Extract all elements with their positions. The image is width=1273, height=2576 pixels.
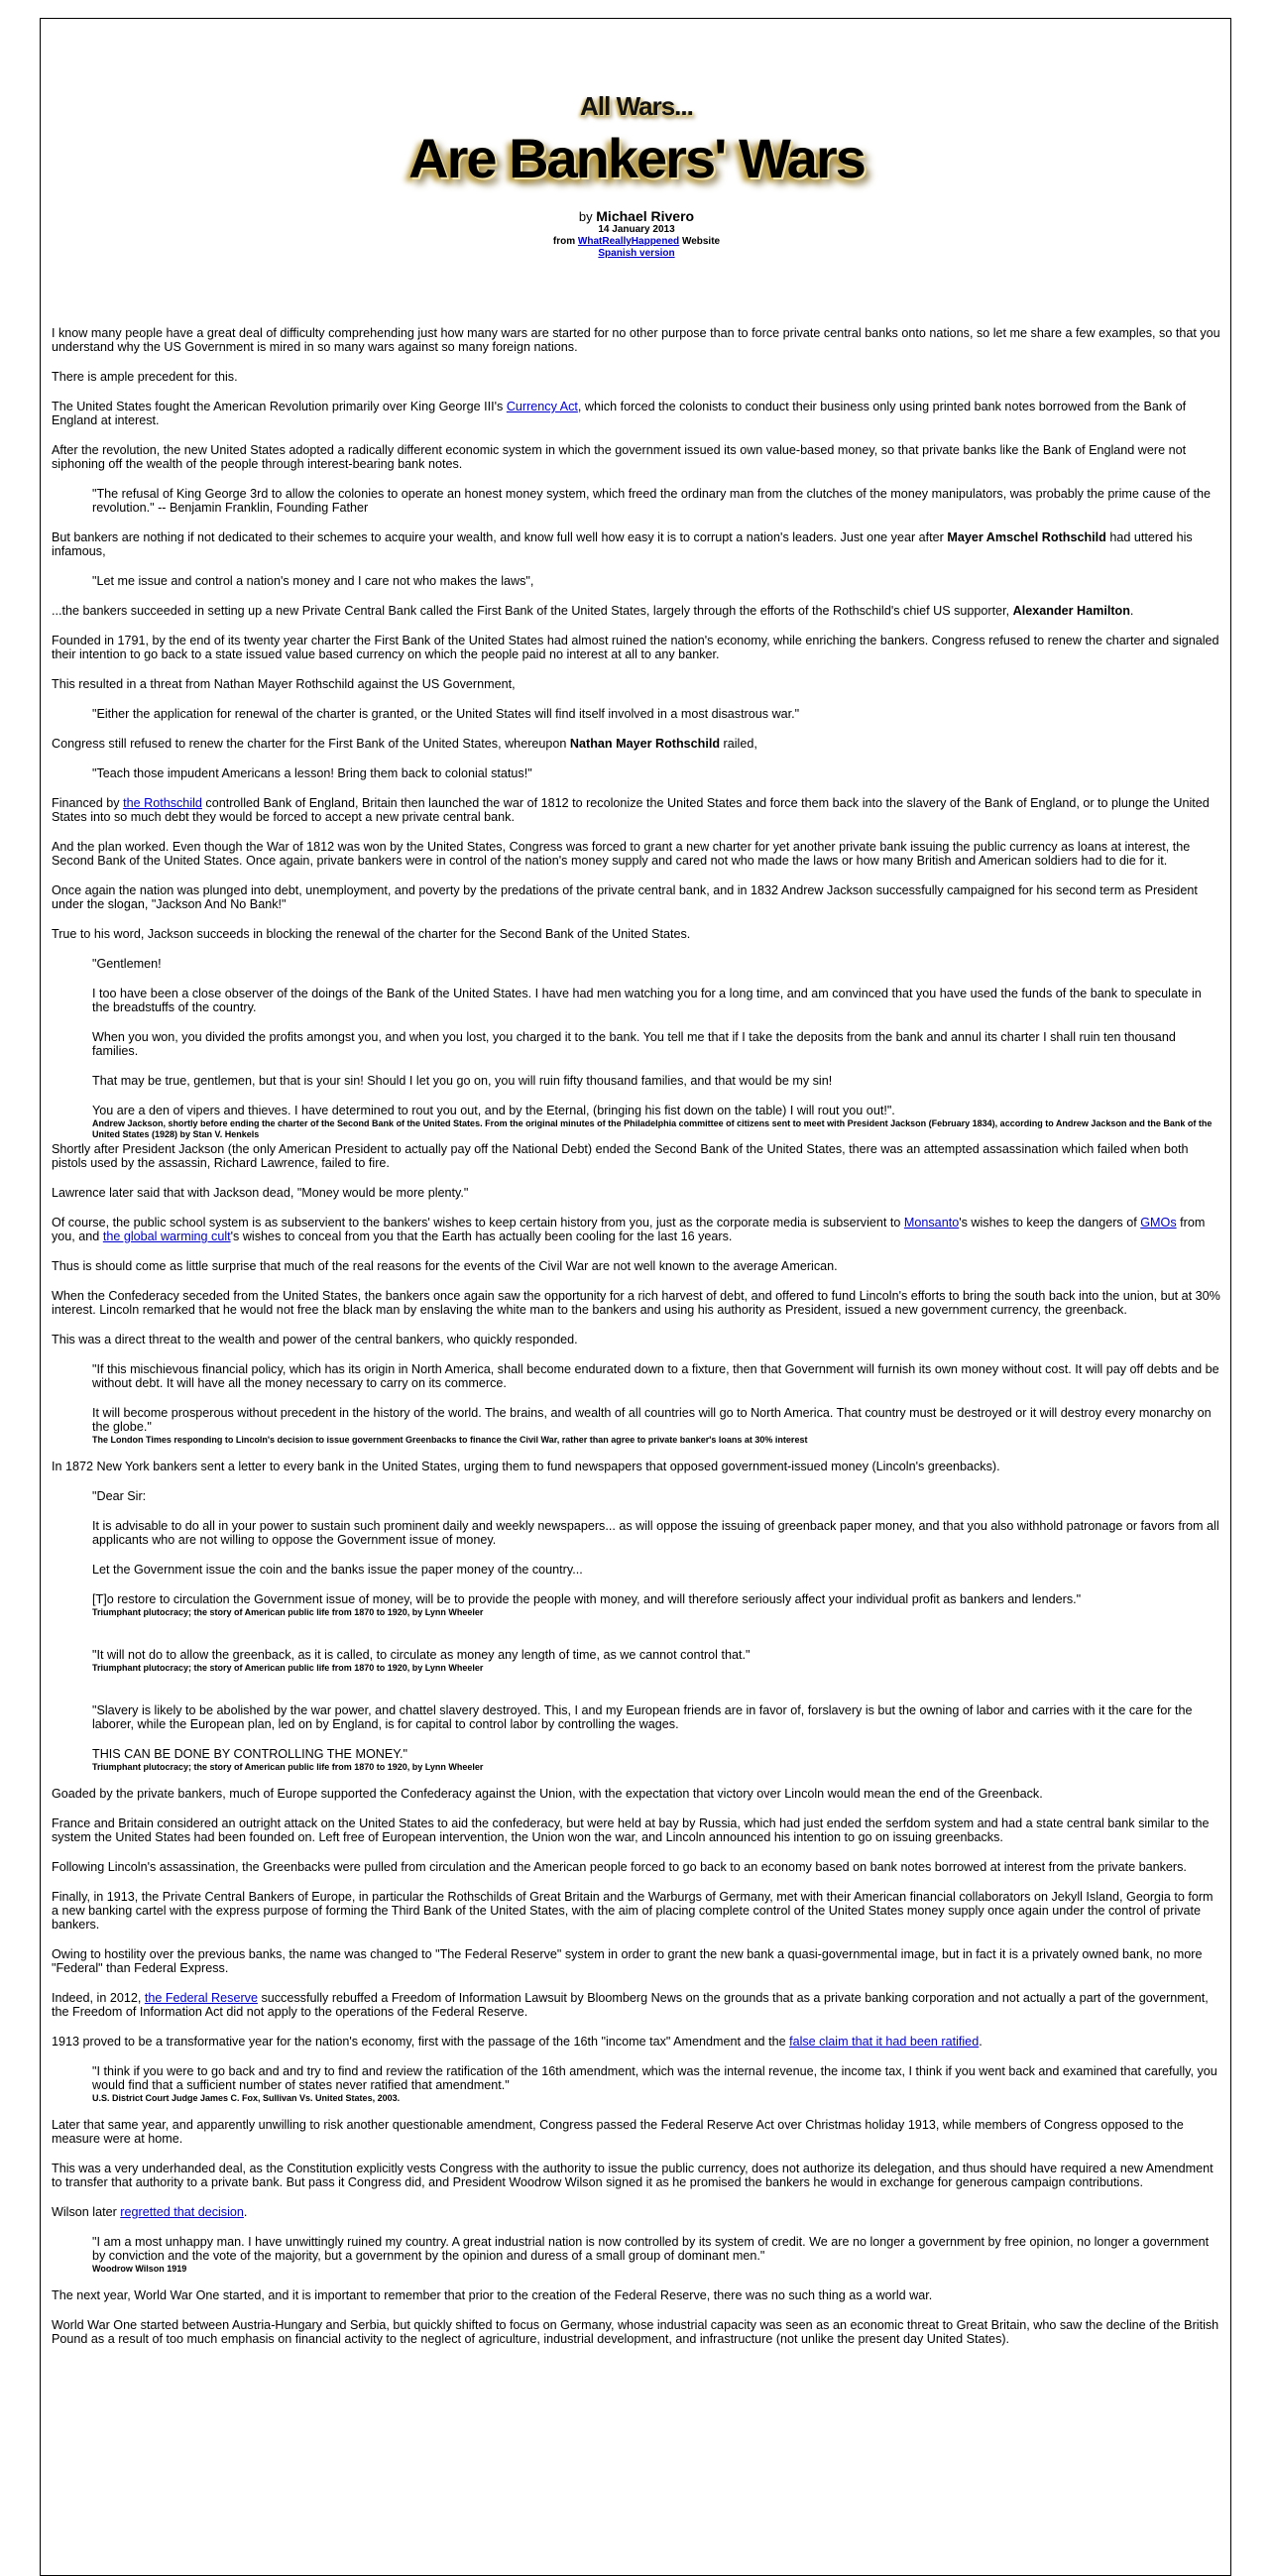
quote [92,1747,1221,1773]
text: ...the bankers succeeded in setting up a new Private Central Bank called the First Bank of the United States, largely through the efforts of the Rothschild's chief US supporter, [52,604,1013,618]
quote-text: You are a den of vipers and thieves. I have determined to rout you out, and by the Eternal, (bringing his fist down on the table) I will rout you out!". [92,1104,895,1117]
paragraph: After the revolution, the new United States adopted a radically different economic system in which the government issued its own value-based money, so that private banks like the Bank of England were not siphoning off the wealth of the people through interest-bearing bank notes. [52,443,1187,471]
quote: "Dear Sir: [92,1489,147,1503]
quote-citation: The London Times responding to Lincoln's decision to issue government Greenbacks to finance the Civil War, rather than agree to private banker's loans at 30% interest [92,1435,808,1445]
text: The United States fought the American Revolution primarily over King George III's [52,400,507,413]
paragraph: Goaded by the private bankers, much of Europe supported the Confederacy against the Union, with the expectation that victory over Lincoln would mean the end of the Greenback. [52,1787,1043,1801]
text: successfully rebuffed a Freedom of Information Lawsuit by Bloomberg News on the grounds that as a private banking corporation and not actually a part of the government, the Freedom of Information Act did not apply to the operations of the Federal Reserve. [52,1991,1209,2019]
text: Financed by [52,796,124,810]
paragraph: I know many people have a great deal of difficulty comprehending just how many wars are started for no other purpose than to force private central banks onto nations, so let me share a few examples, so that you understand why the US Government is mired in so many wars against so many foreign nations. [52,326,1220,354]
quote: "Let me issue and control a nation's money and I care not who makes the laws", [92,574,534,588]
text: . [243,2205,248,2219]
paragraph: Following Lincoln's assassination, the Greenbacks were pulled from circulation and the American people forced to go back to an economy based on bank notes borrowed at interest from the private bankers. [52,1860,1187,1874]
blockquote-letter [92,1489,1221,1773]
text: 's wishes to conceal from you that the Earth has actually been cooling for the last 16 years. [230,1229,733,1243]
paragraph [52,737,1221,751]
paragraph [52,604,1221,618]
quote: "Teach those impudent Americans a lesson! Bring them back to colonial status!" [92,766,532,780]
author-name: Michael Rivero [596,208,695,224]
blockquote-wilson [92,2235,1221,2275]
quote-text: "I am a most unhappy man. I have unwittingly ruined my country. A great industrial nation is now controlled by its system of credit. We are no longer a government by free opinion, no longer a government by conviction and the vote of the majority, but a government by the opinion and duress of a small group of dominant men." [92,2235,1210,2263]
paragraph: This resulted in a threat from Nathan Mayer Rothschild against the US Government, [52,677,516,691]
text: Of course, the public school system is as subservient to the bankers' wishes to keep certain history from you, just as the corporate media is subservient to [52,1216,904,1229]
quote-text: [T]o restore to circulation the Government issue of money, will be to provide the people with money, and will therefore seriously affect your individual profit as bankers and lenders." [92,1592,1082,1606]
paragraph [52,400,1221,427]
quote: "Gentlemen! [92,957,162,971]
text: had uttered his infamous, [52,530,1193,558]
paragraph: Owing to hostility over the previous banks, the name was changed to "The Federal Reserve" system in order to grant the new bank a quasi-governmental image, but in fact it is a privately owned bank, no more "Federal" than Federal Express. [52,1947,1203,1975]
byline-by: by [578,209,593,224]
paragraph: Thus is should come as little surprise that much of the real reasons for the events of the Civil War are not well known to the average American. [52,1259,838,1273]
blockquote [92,574,1221,588]
rothschild-link[interactable]: the Rothschild [123,796,202,810]
blockquote-times [92,1362,1221,1446]
quote [92,1406,1221,1446]
false-claim-link[interactable]: false claim that it had been ratified [789,2035,980,2049]
regretted-decision-link[interactable]: regretted that decision [120,2205,244,2219]
quote: "If this mischievous financial policy, which has its origin in North America, shall become endurated down to a fixture, then that Government will furnish its own money without cost. It will pay off debts and be without debt. It will have all the money necessary to carry on its commerce. [92,1362,1219,1390]
quote [92,1648,1221,1674]
global-warming-link[interactable]: the global warming cult [102,1229,231,1243]
text: , which forced the colonists to conduct their business only using printed bank notes borrowed from the Bank of England at interest. [52,400,1187,427]
federal-reserve-link[interactable]: the Federal Reserve [144,1991,258,2005]
text: Indeed, in 2012, [52,1991,145,2005]
source-line [52,236,1221,248]
paragraph: Later that same year, and apparently unwilling to risk another questionable amendment, Congress passed the Federal Reserve Act over Christmas holiday 1913, while members of Congress opposed to the measure were at home. [52,2118,1184,2146]
text: . [1129,604,1134,618]
gmos-link[interactable]: GMOs [1140,1216,1177,1229]
title-line-2: Are Bankers' Wars [408,127,865,189]
quote-text: "It will not do to allow the greenback, as it is called, to circulate as money any length of time, as we cannot control that." [92,1648,751,1662]
quote-citation: Triumphant plutocracy; the story of American public life from 1870 to 1920, by Lynn Wheeler [92,1607,484,1617]
text: from you, and [52,1216,1206,1243]
paragraph: When the Confederacy seceded from the United States, the bankers once again saw the opportunity for a rich harvest of debt, and offered to fund Lincoln's efforts to bring the south back into the union, but at 30% interest. Lincoln remarked that he would not free the black man by enslaving the white man to the bankers and using his authority as President, issued a new government currency, the greenback. [52,1289,1220,1317]
paragraph: This was a direct threat to the wealth and power of the central bankers, who quickly responded. [52,1333,578,1347]
quote: "The refusal of King George 3rd to allow the colonies to operate an honest money system, which freed the ordinary man from the clutches of the money manipulators, was probably the prime cause of the revolution." -- Benjamin Franklin, Founding Father [92,487,1212,515]
paragraph: Shortly after President Jackson (the only American President to actually pay off the National Debt) ended the Second Bank of the United States, there was an attempted assassination which failed when both pistols used by the assassin, Richard Lawrence, failed to fire. [52,1142,1189,1170]
quote-citation: Triumphant plutocracy; the story of American public life from 1870 to 1920, by Lynn Wheeler [92,1663,484,1673]
monsanto-link[interactable]: Monsanto [903,1216,960,1229]
paragraph [52,2205,1221,2219]
bold-name: Alexander Hamilton [1012,604,1130,618]
text: Wilson later [52,2205,121,2219]
quote: When you won, you divided the profits amongst you, and when you lost, you charged it to the bank. You tell me that if I take the deposits from the bank and annul its charter I shall ruin ten thousand families. [92,1030,1176,1058]
bold-name: Mayer Amschel Rothschild [947,530,1106,544]
paragraph [52,2035,1221,2049]
paragraph: Finally, in 1913, the Private Central Bankers of Europe, in particular the Rothschilds of Great Britain and the Warburgs of Germany, met with their American financial collaborators on Jekyll Island, Georgia to form a new banking cartel with the express purpose of forming the Third Bank of the United States, with the aim of placing complete control of the United States money supply once again under the control of private bankers. [52,1890,1214,1932]
publish-date: 14 January 2013 [598,224,675,235]
paragraph [52,1991,1221,2019]
text: railed, [720,737,757,751]
quote: I too have been a close observer of the doings of the Bank of the United States. I have had men watching you for a long time, and am convinced that you have used the funds of the bank to speculate in the breadstuffs of the country. [92,987,1202,1014]
byline [52,208,1221,224]
bold-name: Nathan Mayer Rothschild [569,737,721,751]
currency-act-link[interactable]: Currency Act [506,400,578,413]
quote-citation: Triumphant plutocracy; the story of American public life from 1870 to 1920, by Lynn Wheeler [92,1762,484,1772]
text: controlled Bank of England, Britain then launched the war of 1812 to recolonize the United States and force them back into the slavery of the Bank of England, or to plunge the United States into so much debt they would be forced to accept a new private central bank. [52,796,1210,824]
paragraph: World War One started between Austria-Hungary and Serbia, but quickly shifted to focus on Germany, whose industrial capacity was seen as an economic threat to Great Britain, who saw the decline of the British Pound as a result of too much emphasis on financial activity to the neglect of agriculture, industrial development, and infrastructure (not unlike the present day United States). [52,2318,1219,2346]
quote [92,2064,1221,2104]
paragraph: In 1872 New York bankers sent a letter to every bank in the United States, urging them to fund newspapers that opposed government-issued money (Lincoln's greenbacks). [52,1460,1000,1473]
text: But bankers are nothing if not dedicated to their schemes to acquire your wealth, and know full well how easy it is to corrupt a nation's leaders. Just one year after [52,530,948,544]
quote-text: THIS CAN BE DONE BY CONTROLLING THE MONEY." [92,1747,407,1761]
quote [92,1592,1221,1618]
quote [92,1104,1221,1140]
article-header [52,91,1221,260]
quote-citation: Woodrow Wilson 1919 [92,2264,187,2274]
from-label: from [552,236,576,247]
article [52,69,1221,2362]
quote: Let the Government issue the coin and the banks issue the paper money of the country... [92,1563,583,1577]
blockquote [92,766,1221,780]
text: Congress still refused to renew the charter for the First Bank of the United States, whereupon [52,737,570,751]
paragraph: Founded in 1791, by the end of its twenty year charter the First Bank of the United States had almost ruined the nation's economy, while enriching the bankers. Congress refused to renew the charter and signaled their intention to go back to a state issued value based currency on which the people paid no interest at all to any banker. [52,634,1219,661]
paragraph [52,796,1221,824]
paragraph [52,530,1221,558]
paragraph: There is ample precedent for this. [52,370,238,384]
quote: That may be true, gentlemen, but that is your sin! Should I let you go on, you will ruin fifty thousand families, and that would be my sin! [92,1074,833,1088]
text: 1913 proved to be a transformative year for the nation's economy, first with the passage of the 16th "income tax" Amendment and the [52,2035,790,2049]
paragraph: True to his word, Jackson succeeds in blocking the renewal of the charter for the Second Bank of the United States. [52,927,691,941]
blockquote-fox [92,2064,1221,2104]
quote: "Either the application for renewal of the charter is granted, or the United States will find itself involved in a most disastrous war." [92,707,800,721]
paragraph: France and Britain considered an outright attack on the United States to aid the confederacy, but were held at bay by Russia, which had just ended the serfdom system and had a state central bank similar to the system the United States had been founded on. Left free of European intervention, the Union won the war, and Lincoln announced his intention to go on issuing greenbacks. [52,1816,1210,1844]
paragraph: The next year, World War One started, and it is important to remember that prior to the creation of the Federal Reserve, there was no such thing as a world war. [52,2288,933,2302]
quote-text: It will become prosperous without precedent in the history of the world. The brains, and wealth of all countries will go to North America. That country must be destroyed or it will destroy every monarchy on the globe." [92,1406,1212,1434]
blockquote-jackson [92,957,1221,1140]
blockquote [92,707,1221,721]
quote: "Slavery is likely to be abolished by the war power, and chattel slavery destroyed. This, I and my European friends are in favor of, forslavery is but the owning of labor and carries with it the care for the laborer, while the European plan, led on by England, is for capital to control labor by controlling the wages. [92,1703,1193,1731]
paragraph: And the plan worked. Even though the War of 1812 was won by the United States, Congress was forced to grant a new charter for yet another private bank issuing the public currency as loans at interest, the Second Bank of the United States. Once again, private bankers were in control of the nation's money supply and cared not who made the laws or how many British and American soldiers had to die for it. [52,840,1191,868]
quote: It is advisable to do all in your power to sustain such prominent daily and weekly newspapers... as will oppose the issuing of greenback paper money, and that you also withhold patronage or favors from all applicants who are not willing to oppose the Government issue of money. [92,1519,1219,1547]
paragraph: This was a very underhanded deal, as the Constitution explicitly vests Congress with the authority to issue the public currency, does not authorize its delegation, and thus should have required a new Amendment to transfer that authority to a private bank. But pass it Congress did, and President Woodrow Wilson signed it as he promised the bankers he would in exchange for generous campaign contributions. [52,2162,1214,2189]
website-label: Website [681,236,721,247]
quote-citation: U.S. District Court Judge James C. Fox, Sullivan Vs. United States, 2003. [92,2093,401,2103]
quote-citation: Andrew Jackson, shortly before ending the charter of the Second Bank of the United States. From the original minutes of the Philadelphia committee of citizens sent to meet with President Jackson (February 1834), according to Andrew Jackson and the Bank of the United States (1928) by Stan V. Henkels [92,1118,1213,1139]
spanish-line [52,248,1221,260]
blockquote [92,487,1221,515]
paragraph: Once again the nation was plunged into debt, unemployment, and poverty by the predations of the private central bank, and in 1832 Andrew Jackson successfully campaigned for his second term as President under the slogan, "Jackson And No Bank!" [52,883,1198,911]
source-link[interactable]: WhatReallyHappened [577,236,680,247]
title-line-1: All Wars... [580,91,693,121]
quote-text: "I think if you were to go back and and try to find and review the ratification of the 16th amendment, which was the internal revenue, the income tax, I think if you went back and examined that carefully, you would find that a sufficient number of states never ratified that amendment." [92,2064,1217,2092]
paragraph [52,1216,1221,1243]
spanish-version-link[interactable]: Spanish version [598,248,675,259]
quote [92,2235,1221,2275]
text: . [979,2035,983,2049]
text: 's wishes to keep the dangers of [959,1216,1141,1229]
paragraph: Lawrence later said that with Jackson dead, "Money would be more plenty." [52,1186,469,1200]
